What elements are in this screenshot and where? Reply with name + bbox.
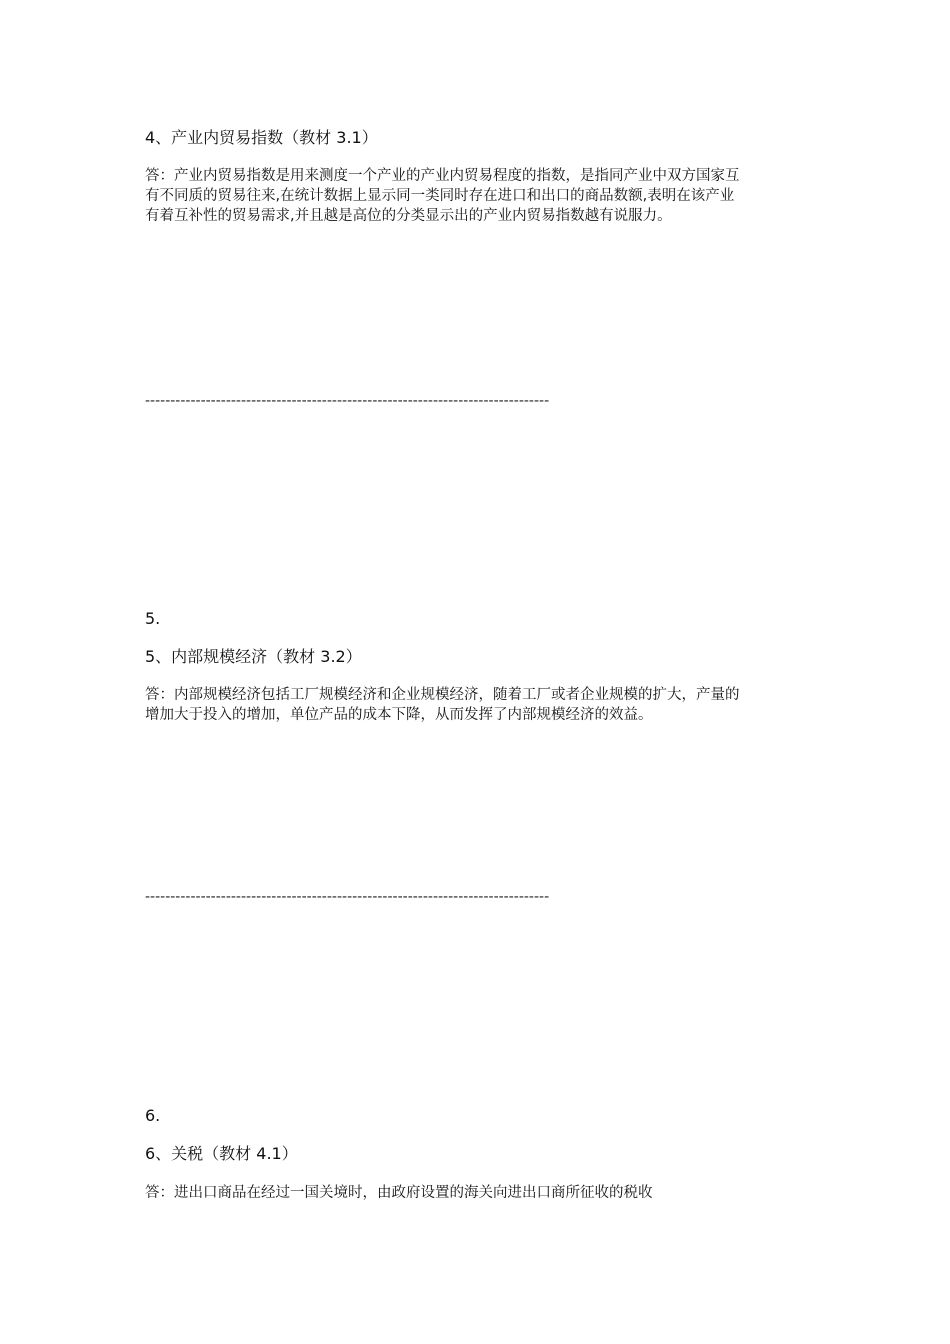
answer-line: 有着互补性的贸易需求,并且越是高位的分类显示出的产业内贸易指数越有说服力。 <box>145 208 672 224</box>
answer-line: 答：内部规模经济包括工厂规模经济和企业规模经济，随着工厂或者企业规模的扩大，产量的 <box>145 687 740 703</box>
section-5-heading: 5、内部规模经济（教材 3.2） <box>145 647 362 666</box>
separator-line: -------------------------------------------------------------------------------- <box>145 889 550 905</box>
section-4-answer <box>145 166 805 226</box>
section-5-answer <box>145 685 805 725</box>
answer-line: 有不同质的贸易往来,在统计数据上显示同一类同时存在进口和出口的商品数额,表明在该产业 <box>145 188 735 204</box>
section-5-number: 5. <box>145 609 161 628</box>
answer-line: 答：产业内贸易指数是用来测度一个产业的产业内贸易程度的指数，是指同产业中双方国家互 <box>145 168 740 184</box>
section-6-number: 6. <box>145 1106 161 1125</box>
separator-line: -------------------------------------------------------------------------------- <box>145 393 550 409</box>
section-4-heading: 4、产业内贸易指数（教材 3.1） <box>145 128 378 147</box>
answer-line: 答：进出口商品在经过一国关境时，由政府设置的海关向进出口商所征收的税收 <box>145 1185 653 1201</box>
section-6-heading: 6、关税（教材 4.1） <box>145 1144 298 1163</box>
section-6-answer <box>145 1183 805 1203</box>
answer-line: 增加大于投入的增加，单位产品的成本下降，从而发挥了内部规模经济的效益。 <box>145 707 653 723</box>
